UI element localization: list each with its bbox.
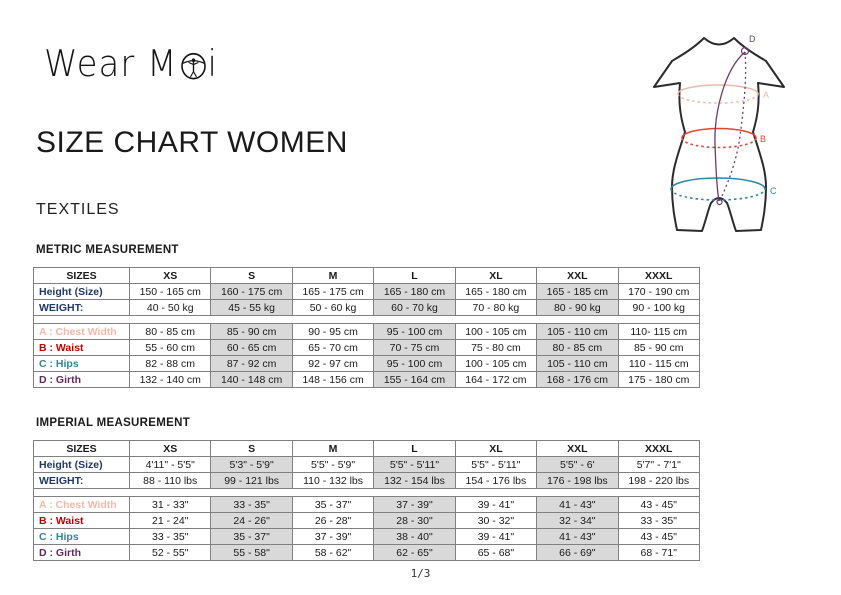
table-cell: 5'5" - 5'11" — [455, 457, 536, 473]
table-cell: 26 - 28" — [292, 513, 373, 529]
table-cell: 160 - 175 cm — [211, 284, 292, 300]
table-cell: 33 - 35" — [130, 529, 211, 545]
table-cell: 170 - 190 cm — [618, 284, 699, 300]
table-cell: 92 - 97 cm — [292, 356, 373, 372]
table-cell: 43 - 45" — [618, 497, 699, 513]
table-cell: 45 - 55 kg — [211, 300, 292, 316]
table-cell: 66 - 69" — [537, 545, 618, 561]
table-cell: 82 - 88 cm — [130, 356, 211, 372]
table-row — [34, 473, 700, 489]
table-cell: 168 - 176 cm — [537, 372, 618, 388]
table-cell: 90 - 95 cm — [292, 324, 373, 340]
table-cell: 85 - 90 cm — [211, 324, 292, 340]
subtitle-textiles: TEXTILES — [36, 201, 120, 218]
table-cell: 87 - 92 cm — [211, 356, 292, 372]
table-cell: 176 - 198 lbs — [537, 473, 618, 489]
table-cell: 60 - 70 kg — [374, 300, 455, 316]
table-cell: 4'11" - 5'5" — [130, 457, 211, 473]
spacer-row — [34, 489, 700, 497]
table-row — [34, 513, 700, 529]
row-label: Height (Size) — [34, 457, 130, 473]
logo-text-right: i — [207, 42, 218, 86]
row-label: A : Chest Width — [34, 324, 130, 340]
table-cell: 55 - 58" — [211, 545, 292, 561]
metric-section-title: METRIC MEASUREMENT — [36, 244, 179, 256]
column-header: XS — [130, 268, 211, 284]
row-label: A : Chest Width — [34, 497, 130, 513]
table-cell: 52 - 55" — [130, 545, 211, 561]
row-label: B : Waist — [34, 340, 130, 356]
column-header: S — [211, 441, 292, 457]
table-cell: 31 - 33" — [130, 497, 211, 513]
table-cell: 80 - 90 kg — [537, 300, 618, 316]
table-cell: 90 - 100 kg — [618, 300, 699, 316]
table-cell: 105 - 110 cm — [537, 324, 618, 340]
row-label: WEIGHT: — [34, 473, 130, 489]
spacer-row — [34, 316, 700, 324]
table-cell: 35 - 37" — [292, 497, 373, 513]
row-label: WEIGHT: — [34, 300, 130, 316]
table-cell: 65 - 68" — [455, 545, 536, 561]
table-row — [34, 300, 700, 316]
column-header: XS — [130, 441, 211, 457]
table-cell: 35 - 37" — [211, 529, 292, 545]
table-row — [34, 497, 700, 513]
table-cell: 33 - 35" — [211, 497, 292, 513]
row-label: D : Girth — [34, 372, 130, 388]
table-cell: 37 - 39" — [374, 497, 455, 513]
column-header: M — [292, 441, 373, 457]
column-header: SIZES — [34, 441, 130, 457]
spacer-cell — [34, 316, 700, 324]
table-cell: 62 - 65" — [374, 545, 455, 561]
diagram-label-a: A — [763, 90, 770, 100]
table-cell: 99 - 121 lbs — [211, 473, 292, 489]
table-row — [34, 284, 700, 300]
table-row — [34, 324, 700, 340]
table-row — [34, 545, 700, 561]
table-cell: 5'5" - 5'11" — [374, 457, 455, 473]
spacer-cell — [34, 489, 700, 497]
table-cell: 68 - 71" — [618, 545, 699, 561]
table-cell: 148 - 156 cm — [292, 372, 373, 388]
body-measurement-diagram — [644, 24, 820, 240]
table-cell: 32 - 34" — [537, 513, 618, 529]
table-cell: 132 - 154 lbs — [374, 473, 455, 489]
table-cell: 38 - 40" — [374, 529, 455, 545]
header-row — [34, 268, 700, 284]
row-label: C : Hips — [34, 529, 130, 545]
table-cell: 75 - 80 cm — [455, 340, 536, 356]
header-row — [34, 441, 700, 457]
diagram-label-b: B — [760, 134, 767, 144]
table-cell: 70 - 80 kg — [455, 300, 536, 316]
column-header: L — [374, 441, 455, 457]
table-cell: 28 - 30" — [374, 513, 455, 529]
table-cell: 175 - 180 cm — [618, 372, 699, 388]
table-row — [34, 529, 700, 545]
table-cell: 21 - 24" — [130, 513, 211, 529]
brand-logo — [44, 42, 218, 85]
table-row — [34, 372, 700, 388]
table-cell: 165 - 175 cm — [292, 284, 373, 300]
column-header: L — [374, 268, 455, 284]
table-cell: 110- 115 cm — [618, 324, 699, 340]
dancer-icon — [180, 51, 207, 80]
table-cell: 165 - 180 cm — [374, 284, 455, 300]
table-cell: 95 - 100 cm — [374, 324, 455, 340]
table-row — [34, 356, 700, 372]
row-label: D : Girth — [34, 545, 130, 561]
table-cell: 150 - 165 cm — [130, 284, 211, 300]
table-cell: 5'7" - 7'1" — [618, 457, 699, 473]
table-cell: 40 - 50 kg — [130, 300, 211, 316]
logo-text-left: Wear M — [44, 42, 178, 86]
imperial-size-table — [33, 440, 700, 561]
table-cell: 39 - 41" — [455, 529, 536, 545]
table-cell: 30 - 32" — [455, 513, 536, 529]
table-cell: 85 - 90 cm — [618, 340, 699, 356]
table-cell: 165 - 180 cm — [455, 284, 536, 300]
table-cell: 80 - 85 cm — [130, 324, 211, 340]
table-cell: 50 - 60 kg — [292, 300, 373, 316]
table-cell: 155 - 164 cm — [374, 372, 455, 388]
page-number: 1/3 — [410, 567, 431, 580]
table-cell: 41 - 43" — [537, 529, 618, 545]
table-cell: 37 - 39" — [292, 529, 373, 545]
column-header: XXL — [537, 441, 618, 457]
table-cell: 105 - 110 cm — [537, 356, 618, 372]
table-cell: 65 - 70 cm — [292, 340, 373, 356]
table-cell: 60 - 65 cm — [211, 340, 292, 356]
table-cell: 165 - 185 cm — [537, 284, 618, 300]
table-cell: 43 - 45" — [618, 529, 699, 545]
table-cell: 58 - 62" — [292, 545, 373, 561]
table-cell: 5'5" - 5'9" — [292, 457, 373, 473]
column-header: XL — [455, 441, 536, 457]
table-cell: 154 - 176 lbs — [455, 473, 536, 489]
table-cell: 24 - 26" — [211, 513, 292, 529]
table-row — [34, 340, 700, 356]
row-label: B : Waist — [34, 513, 130, 529]
table-cell: 88 - 110 lbs — [130, 473, 211, 489]
table-cell: 5'5" - 6' — [537, 457, 618, 473]
table-cell: 164 - 172 cm — [455, 372, 536, 388]
table-cell: 5'3" - 5'9" — [211, 457, 292, 473]
table-cell: 110 - 132 lbs — [292, 473, 373, 489]
table-cell: 140 - 148 cm — [211, 372, 292, 388]
row-label: C : Hips — [34, 356, 130, 372]
diagram-label-d: D — [749, 34, 756, 44]
imperial-section-title: IMPERIAL MEASUREMENT — [36, 417, 191, 429]
table-cell: 100 - 105 cm — [455, 324, 536, 340]
column-header: XXXL — [618, 268, 699, 284]
table-cell: 198 - 220 lbs — [618, 473, 699, 489]
column-header: M — [292, 268, 373, 284]
table-cell: 41 - 43" — [537, 497, 618, 513]
column-header: XL — [455, 268, 536, 284]
column-header: XXXL — [618, 441, 699, 457]
column-header: XXL — [537, 268, 618, 284]
table-cell: 80 - 85 cm — [537, 340, 618, 356]
table-cell: 132 - 140 cm — [130, 372, 211, 388]
column-header: SIZES — [34, 268, 130, 284]
diagram-label-c: C — [770, 186, 777, 196]
table-cell: 100 - 105 cm — [455, 356, 536, 372]
row-label: Height (Size) — [34, 284, 130, 300]
page-title: SIZE CHART WOMEN — [36, 126, 348, 159]
table-cell: 39 - 41" — [455, 497, 536, 513]
column-header: S — [211, 268, 292, 284]
table-cell: 70 - 75 cm — [374, 340, 455, 356]
table-cell: 55 - 60 cm — [130, 340, 211, 356]
table-row — [34, 457, 700, 473]
metric-size-table — [33, 267, 700, 388]
table-cell: 110 - 115 cm — [618, 356, 699, 372]
table-cell: 33 - 35" — [618, 513, 699, 529]
table-cell: 95 - 100 cm — [374, 356, 455, 372]
